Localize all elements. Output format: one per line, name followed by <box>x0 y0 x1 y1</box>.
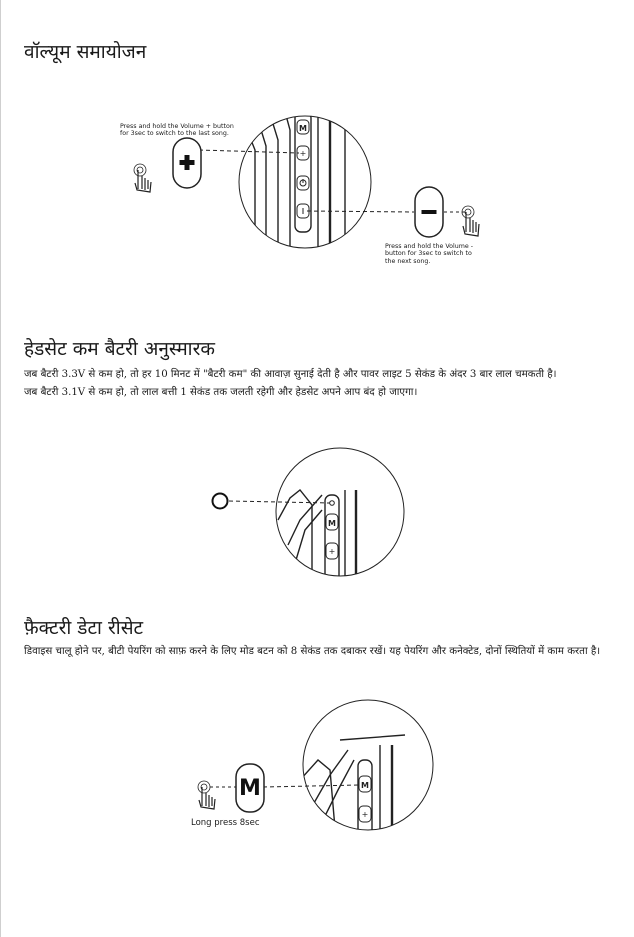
led-indicator-closeup <box>276 448 404 590</box>
battery-line-2: जब बैटरी 3.1V से कम हो, तो लाल बत्ती 1 सेकंड तक जलती रहेगी और हेडसेट अपने आप बंद हो जाएगा। <box>24 387 418 398</box>
svg-text:M: M <box>299 124 307 133</box>
volume-minus-note-line: button for 3sec to switch to <box>385 250 472 258</box>
volume-plus-note-line: for 3sec to switch to the last song. <box>120 130 229 138</box>
closeup-mode-button <box>297 120 309 134</box>
tap-hand-icon-minus <box>462 206 479 236</box>
battery-section-title: हेडसेट कम बैटरी अनुस्मारक <box>24 338 215 360</box>
closeup-mode-button <box>326 514 338 530</box>
closeup-power-button <box>297 176 309 190</box>
plus-button-icon <box>173 138 201 188</box>
tap-hand-icon-mode <box>198 781 215 809</box>
headphone-closeup <box>239 105 371 250</box>
reset-text: डिवाइस चालू होने पर, बीटी पेयरिंग को साफ़ करने के लिए मोड बटन को 8 सेकंड तक दबाकर रखें। यह पेयरिंग और कनेक्टेड, दोनों स्थितियों में काम करता है। <box>24 646 601 657</box>
svg-text:M: M <box>361 781 369 790</box>
closeup-plus-button <box>359 806 371 822</box>
volume-minus-note-line: the next song. <box>385 257 431 265</box>
volume-plus-note-line: Press and hold the Volume + button <box>120 123 234 130</box>
volume-section-title: वॉल्यूम समायोजन <box>24 41 147 63</box>
closeup-mode-button <box>359 776 371 792</box>
closeup-plus-button <box>326 543 338 559</box>
led-circle-icon <box>213 494 228 509</box>
reset-description <box>24 643 624 661</box>
tap-hand-icon-plus <box>134 164 151 192</box>
long-press-caption: Long press 8sec <box>191 818 260 828</box>
svg-text:+: + <box>361 810 369 819</box>
minus-button-icon <box>415 187 443 237</box>
mode-button-icon <box>236 764 264 812</box>
battery-description <box>24 366 557 402</box>
svg-text:M: M <box>328 519 336 528</box>
volume-minus-note-line: Press and hold the Volume - <box>385 243 474 250</box>
reset-section-title: फ़ैक्टरी डेटा रीसेट <box>24 617 144 639</box>
battery-line-1: जब बैटरी 3.3V से कम हो, तो हर 10 मिनट में "बैटरी कम" की आवाज़ सुनाई देती है और पावर लाइट 5 सेकंड के अंदर 3 बार लाल चमकती है। <box>24 369 557 380</box>
svg-text:+: + <box>299 149 307 158</box>
mode-button-closeup <box>300 700 433 840</box>
svg-text:M: M <box>239 776 261 801</box>
svg-text:+: + <box>328 547 336 556</box>
